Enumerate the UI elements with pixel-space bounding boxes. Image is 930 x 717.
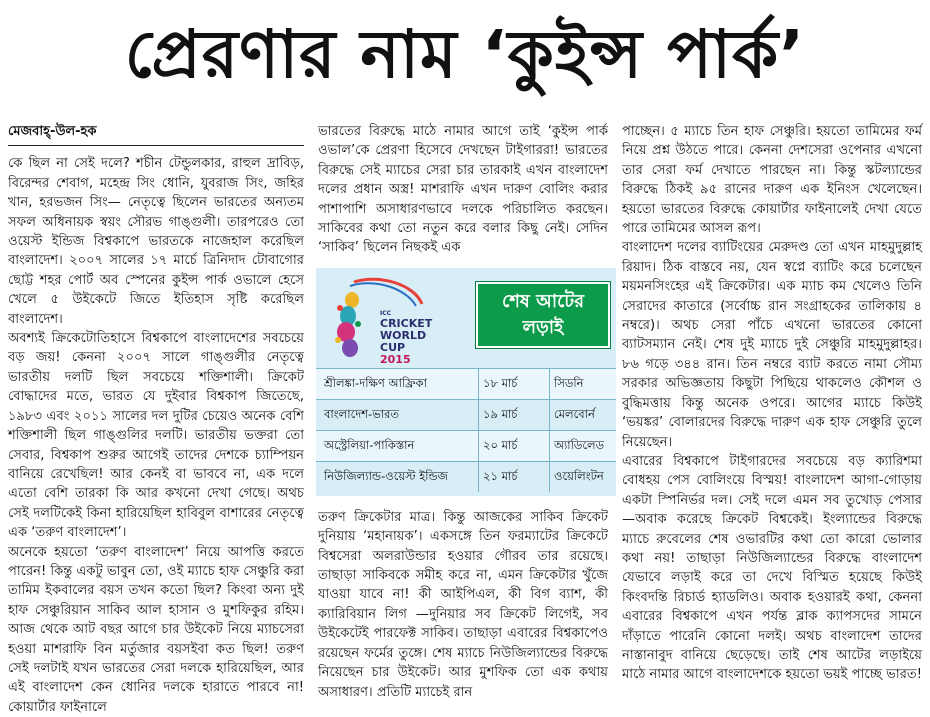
- paragraph: তরুণ ক্রিকেটার মাত্র। কিন্তু আজকের সাকিব ক্রিকেট দুনিয়ায় ‘মহানায়ক’। একসঙ্গে তিন ফরম্যাটের ক্রিকেটে বিশ্বসেরা অলরাউন্ডার হওয়ার গৌরব তার রয়েছে। তাছাড়া সাকিবকে সমীহ করে না, এমন ক্রিকেটার খুঁজে যাওয়া যাবে না! কী আইপিএল, কী বিগ ব্যাশ, কী ক্যারিবিয়ান লিগ —দুনিয়ার সব ক্রিকেট লিগেই, সব উইকেটেই পারফেক্ট সাকিব। তাছাড়া এবারের বিশ্বকাপেও রয়েছেন ফর্মের তুঙ্গে। শেষ ম্যাচে নিউজিল্যান্ডের বিরুদ্ধে নিয়েছেন চার উইকেট। আর মুশফিক তো এক কথায় অসাধারণ। প্রতিটি ম্যাচেই রান: [318, 509, 608, 700]
- paragraph: কে ছিল না সেই দলে? শচীন টেন্ডুলকার, রাহুল দ্রাবিড়, বিরেন্দর শেবাগ, মহেন্দ্র সিং ধোনি, যুবরাজ সিং, জহির খান, হরভজন সিং— নেতৃত্বে ছিলেন ভারতের অন্যতম সফল অধিনায়ক স্বয়ং সৌরভ গাঙ্গুলী। তারপরেও তো ওয়েস্ট ইন্ডিজ বিশ্বকাপে ভারতকে নাজেহাল করেছিল বাংলাদেশ। ২০০৭ সালের ১৭ মার্চে ত্রিনিদাদ টোবাগোর ছোট্ট শহর পোর্ট অব স্পেনের কুইন্স পার্ক ওভালে হেসে খেলে ৫ উইকেটে জিতে ইতিহাস সৃষ্টি করেছিল বাংলাদেশ।: [8, 156, 304, 327]
- quarterfinal-schedule-box: [316, 268, 616, 496]
- paragraph: এবারের বিশ্বকাপে টাইগারদের সবচেয়ে বড় ক্যারিশমা বোধহয় পেস বোলিংয়ে বিস্ময়! বাংলাদেশ আগা-গোড়ায় একটা স্পিনির্ভর দল। সেই দলে এমন সব তুখোড় পেসার —অবাক করেছে ক্রিকেট বিশ্বকেই। ইংল্যান্ডের বিরুদ্ধে ম্যাচে রুবেলের শেষ ওভারটির কথা তো কারো ভোলার কথা নয়! তাছাড়া নিউজিল্যান্ডের বিরুদ্ধে বাংলাদেশ যেভাবে লড়াই করে তা দেখে বিস্মিত হয়েছে কিউই কিংবদন্তি রিচার্ড হ্যাডলিও। অবাক হওয়ারই কথা, কেননা এবারের বিশ্বকাপে এখন পর্যন্ত ব্লাক ক্যাপসদের সামনে দাঁড়াতে পারেনি কোনো দলই। অথচ বাংলাদেশ তাদের নাস্তানাবুদ বানিয়ে ছেড়েছে। তাই শেষ আটের লড়াইয়ে মাঠে নামার আগে বাংলাদেশকে হয়তো ভয়ই পাচ্ছে ভারত!: [622, 453, 922, 683]
- paragraph: বাংলাদেশ দলের ব্যাটিংয়ের মেরুদণ্ড তো এখন মাহমুদুল্লাহ রিয়াদ। ঠিক বাস্তবে নয়, যেন স্বপ্নে ব্যাটিং করে চলেছেন ময়মনসিংহের এই ক্রিকেটার। এক ম্যাচ কম খেলেও তিনি সেরাদের কাতারে (সর্বোচ্চ রান সংগ্রাহকের তালিকায় ৪ নম্বরে)। অথচ সেরা পাঁচে এখনো ভারতের কোনো ব্যাটসম্যান নেই। শেষ দুই ম্যাচে দুই সেঞ্চুরি মাহমুদুল্লাহর। ৮৬ গড়ে ৩৪৪ রান। তিন নম্বরে ব্যাট করতে নামা সৌম্য সরকার অভিজ্ঞতায় কিছুটা পিছিয়ে থাকলেও কৌশল ও বুদ্ধিমত্তায় কিন্তু অনেক ওপরে। আগের ম্যাচে কিউই ‘ভয়ঙ্কর’ বোলারদের বিরুদ্ধে দারুণ এক হাফ সেঞ্চুরি তুলে নিয়েছেন।: [622, 240, 922, 450]
- box-title: শেষ আটের লড়াই: [476, 282, 610, 348]
- schedule-table: [316, 368, 616, 492]
- paragraph: অনেকে হয়তো ‘তরুণ বাংলাদেশ’ নিয়ে আপত্তি করতে পারেন! কিন্তু একটু ভাবুন তো, ওই ম্যাচে হাফ সেঞ্চুরি করা তামিম ইকবালের বয়স তখন কতো ছিল? কিংবা অন্য দুই হাফ সেঞ্চুরিয়ান সাকিব আল হাসান ও মুশফিকুর রহিম। আজ থেকে আট বছর আগে চার উইকেট নিয়ে ম্যাচসেরা হওয়া মাশরাফি বিন মর্তুজার বয়সইবা কত ছিল! তরুণ সেই দলটাই যখন ভারতের সেরা দলকে হারিয়েছিল, আর এই বাংলাদেশ কেন ধোনির দলকে হারাতে পারবে না! কোয়ার্টার ফাইনালে: [8, 544, 305, 715]
- table-row: শ্রীলঙ্কা-দক্ষিণ আফ্রিকা ১৮ মার্চ সিডনি: [316, 369, 616, 400]
- logo-text: ICC CRICKET WORLD CUP 2015: [380, 310, 433, 366]
- table-row: বাংলাদেশ-ভারত ১৯ মার্চ মেলবোর্ন: [316, 400, 616, 431]
- paragraph: অবশ্যই ক্রিকেটোতিহাসে বিশ্বকাপে বাংলাদেশের সবচেয়ে বড় জয়! কেননা ২০০৭ সালে গাঙ্গুলীর নেতৃত্বে ভারতীয় দলটি ছিল সবচেয়ে শক্তিশালী। ক্রিকেট বোদ্ধাদের মতে, ভারত যে দুইবার বিশ্বকাপ জিতেছে, ১৯৮৩ এবং ২০১১ সালের দল দুটির চেয়েও অনেক বেশি শক্তিশালী ছিল গাঙ্গুলির দলটি। ভারতীয় ভক্তরা তো সেবার, বিশ্বকাপ শুরুর আগেই তাদের দেশকে চ্যাম্পিয়ন বানিয়ে রেখেছিল! আর কেনই বা ভাববে না, এক দলে এতো বেশি তারকা কি আর কখনো দেখা গেছে। অথচ সেই দলটিকেই কিনা হারিয়েছিল হাবিবুল বাশারের নেতৃত্বে এক ‘তরুণ বাংলাদেশ’।: [8, 331, 304, 541]
- table-row: নিউজিল্যান্ড-ওয়েস্ট ইন্ডিজ ২১ মার্চ ওয়েলিংটন: [316, 462, 616, 493]
- headline: প্রেরণার নাম ‘কুইন্স পার্ক’: [124, 16, 806, 93]
- article-column-3: [622, 122, 922, 683]
- article-column-1: [8, 122, 305, 715]
- byline: মেজবাহ্-উল-হক: [8, 122, 304, 146]
- table-row: অস্ট্রেলিয়া-পাকিস্তান ২০ মার্চ অ্যাডিলেড: [316, 431, 616, 462]
- paragraph: পাচ্ছেন। ৫ ম্যাচে তিন হাফ সেঞ্চুরি। হয়তো তামিমের ফর্ম নিয়ে প্রশ্ন উঠতে পারে। কেননা দেশসেরা ওপেনার এখনো তার সেরা ফর্ম দেখাতে পারছেন না। কিন্তু স্কটল্যান্ডের বিরুদ্ধে ঠিকই ৯৫ রানের দারুণ এক ইনিংস খেলেছেন। হয়তো ভারতের বিরুদ্ধে কোয়ার্টার ফাইনালেই দেখা যেতে পারে তামিমের আসল রূপ।: [622, 124, 922, 237]
- paragraph: ভারতের বিরুদ্ধে মাঠে নামার আগে তাই ‘কুইন্স পার্ক ওভাল’কে প্রেরণা হিসেবে দেখছেন টাইগাররা! ভারতের বিরুদ্ধে সেই ম্যাচের সেরা চার তারকাই এখন বাংলাদেশ দলের প্রধান অস্ত্র! মাশরাফি এখন দারুণ বোলিং করার পাশাপাশি অসাধারণভাবে দলকে পরিচালিত করছেন। সাকিবের কথা তো নতুন করে বলার কিছু নেই। সেদিন ‘সাকিব’ ছিলেন নিছকই এক: [318, 124, 608, 256]
- world-cup-logo: [324, 274, 433, 366]
- box-header: [316, 268, 616, 368]
